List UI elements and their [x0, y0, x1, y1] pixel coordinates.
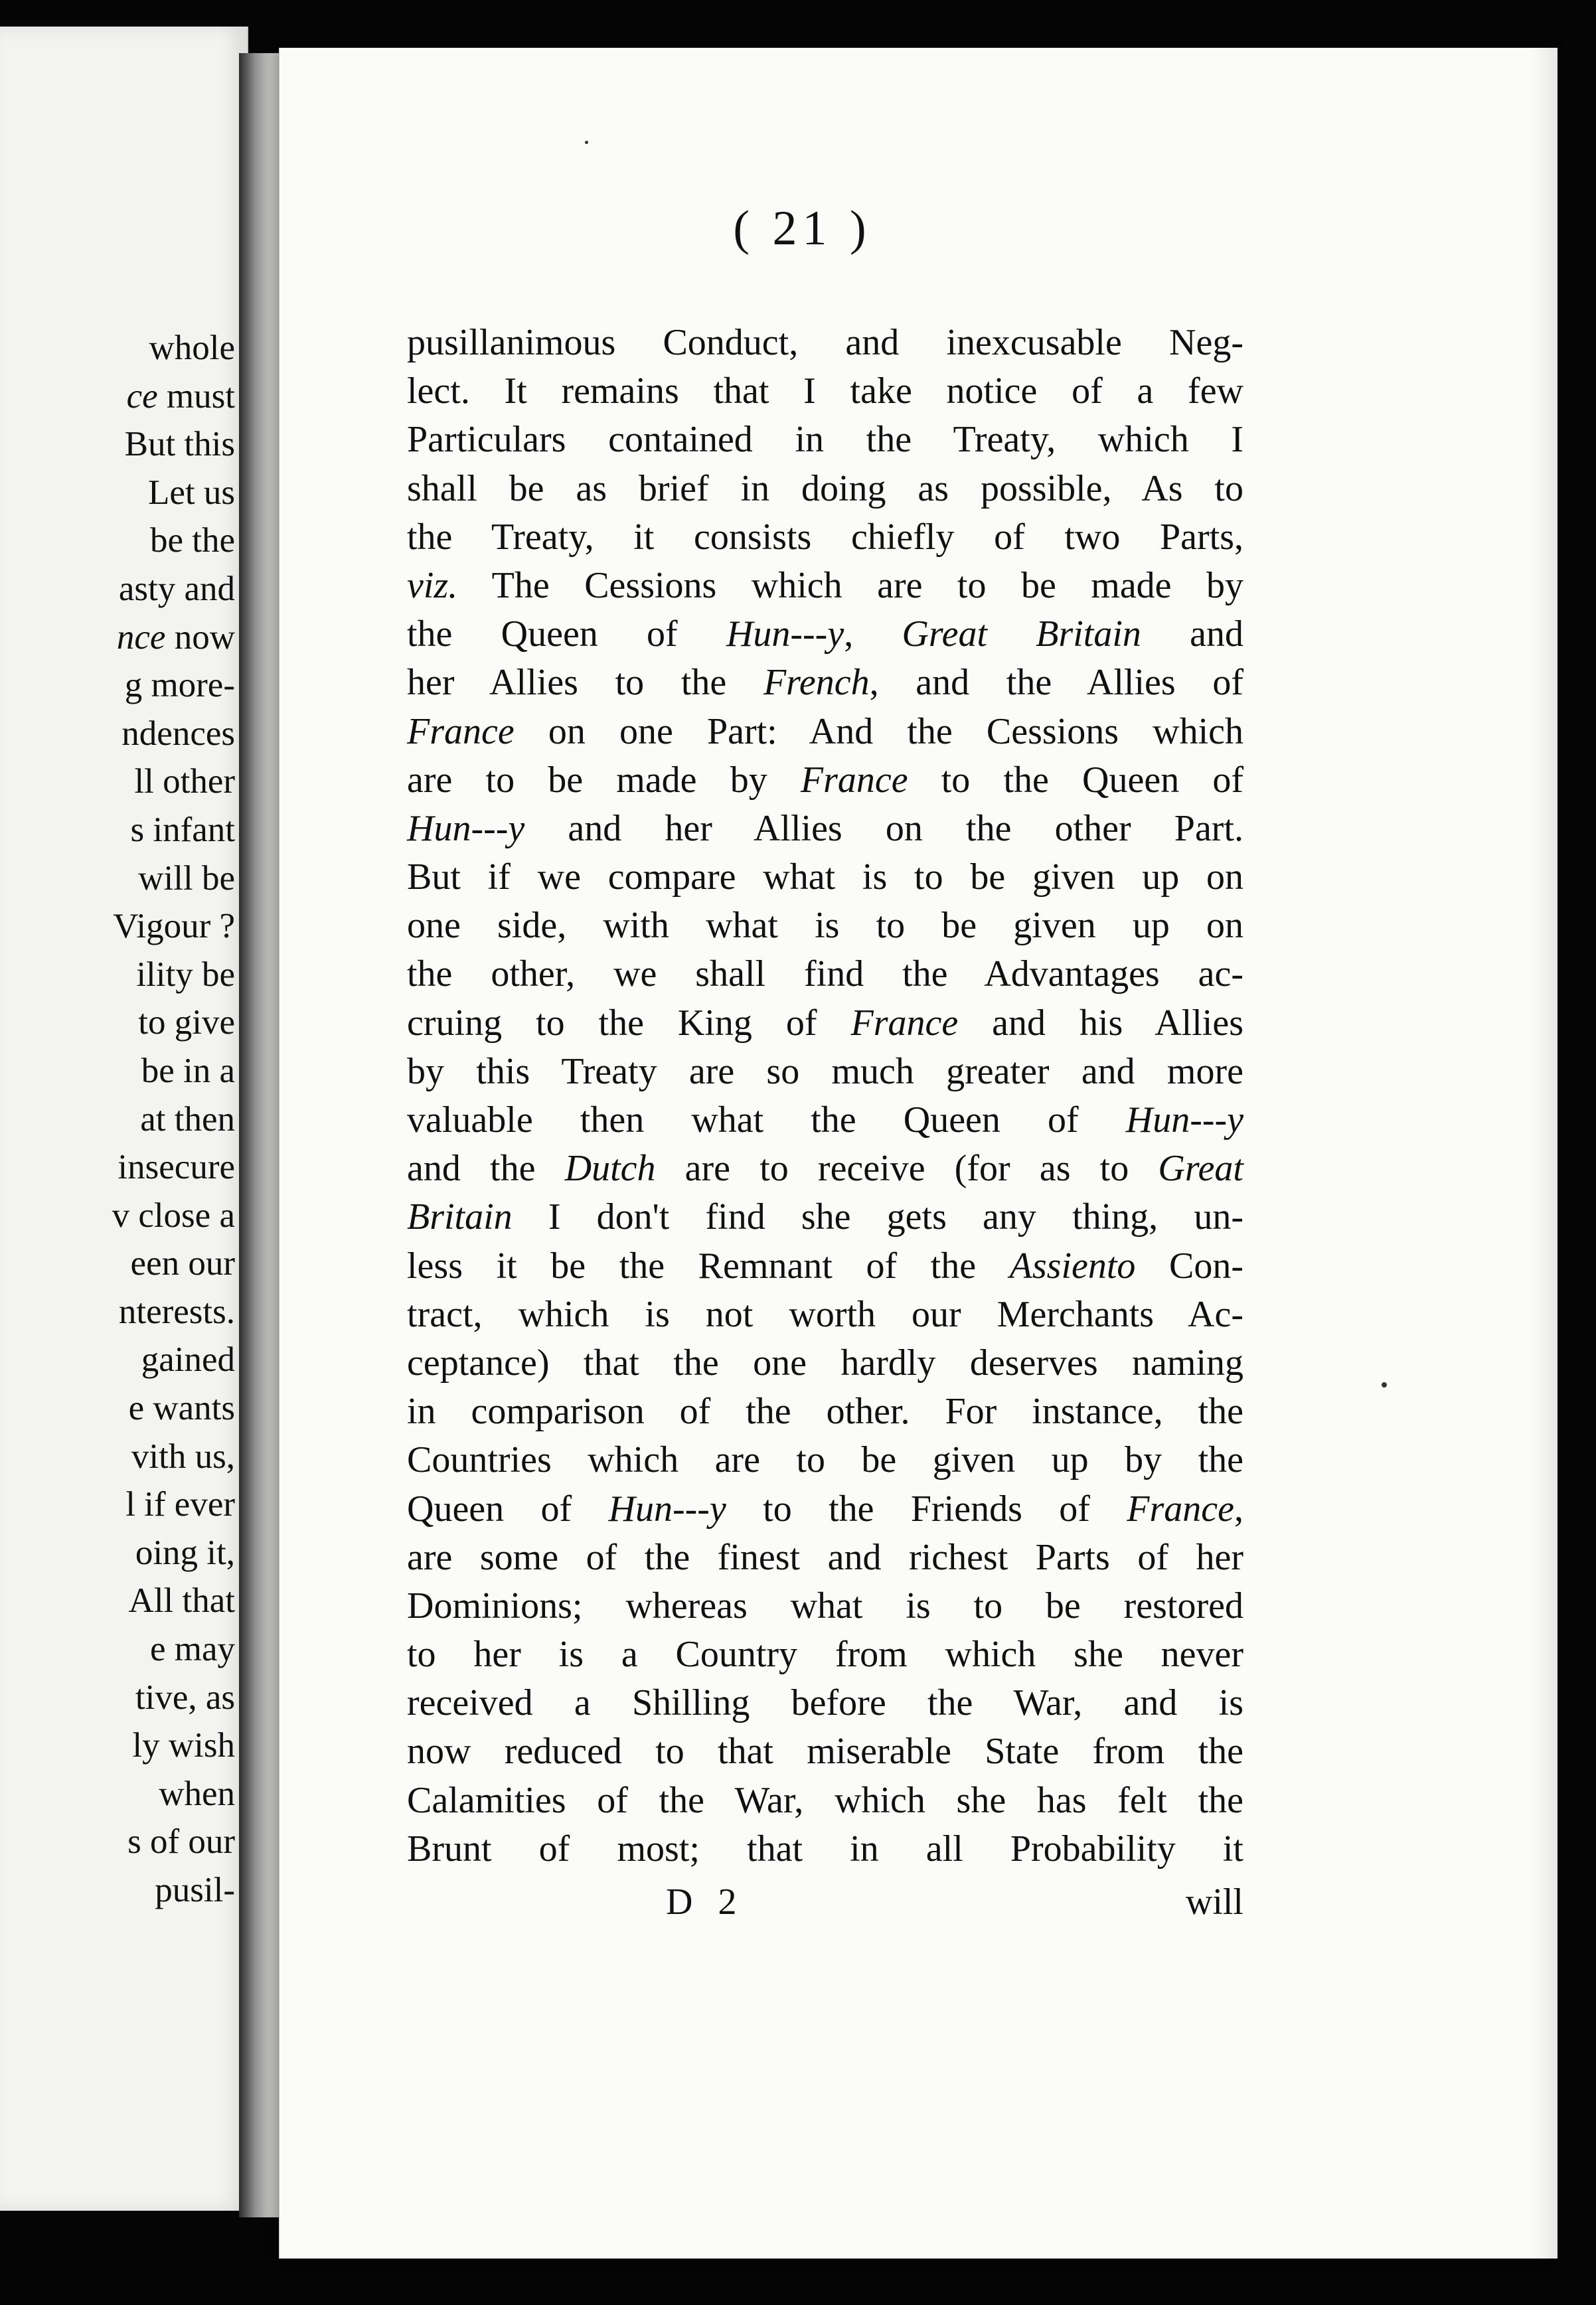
- left-text-fragment: e wants: [128, 1389, 235, 1428]
- text-line: now reduced to that miserable State from the: [407, 1731, 1243, 1773]
- text-line: France on one Part: And the Cessions which: [407, 710, 1243, 752]
- page-number: ( 21 ): [733, 201, 872, 256]
- text-line: Brunt of most; that in all Probability it: [407, 1828, 1243, 1869]
- text-line: tract, which is not worth our Merchants Ac-: [407, 1293, 1243, 1335]
- left-text-fragment: asty and: [118, 569, 235, 608]
- left-text-fragment: be in a: [141, 1051, 235, 1090]
- text-line: Calamities of the War, which she has felt the: [407, 1779, 1243, 1821]
- text-line: Britain I don't find she gets any thing, un-: [407, 1196, 1243, 1238]
- italic-word: French: [763, 662, 870, 704]
- left-text-fragment: e may: [149, 1630, 235, 1669]
- text-line: are some of the finest and richest Parts of her: [407, 1536, 1243, 1578]
- left-text-fragment: vith us,: [131, 1437, 235, 1476]
- left-text-fragment: ndences: [121, 714, 235, 753]
- italic-word: viz.: [407, 564, 458, 606]
- italic-word: Assiento: [1009, 1245, 1136, 1287]
- text-line: her Allies to the French, and the Allies of: [407, 662, 1244, 704]
- text-line: the Treaty, it consists chiefly of two Parts,: [407, 516, 1243, 558]
- left-text-fragment: at then: [140, 1099, 235, 1139]
- left-text-fragment: pusil-: [155, 1871, 235, 1909]
- left-text-fragment: ility be: [136, 955, 235, 994]
- text-line: Countries which are to be given up by the: [407, 1439, 1243, 1481]
- left-text-fragment: whole: [149, 329, 235, 367]
- text-line: But if we compare what is to be given up on: [407, 856, 1243, 898]
- left-page-text: [112, 324, 235, 1915]
- text-line: by this Treaty are so much greater and more: [407, 1050, 1243, 1092]
- page-footer: [407, 1879, 1243, 1925]
- text-line: received a Shilling before the War, and is: [407, 1682, 1243, 1724]
- left-text-fragment: ly wish: [132, 1726, 235, 1765]
- left-text-fragment: oing it,: [135, 1533, 235, 1572]
- left-text-fragment: All that: [128, 1581, 235, 1621]
- left-text-fragment: Vigour ?: [113, 907, 235, 946]
- text-line: Particulars contained in the Treaty, which I: [407, 419, 1243, 461]
- left-text-fragment: tive, as: [135, 1678, 235, 1717]
- text-line: one side, with what is to be given up on: [407, 905, 1243, 947]
- left-text-fragment: to give: [138, 1003, 235, 1042]
- text-line: cruing to the King of France and his Allies: [407, 1002, 1243, 1044]
- text-line: pusillanimous Conduct, and inexcusable Neg-: [407, 322, 1243, 363]
- text-line: in comparison of the other. For instance, the: [407, 1391, 1243, 1433]
- left-text-fragment: een our: [130, 1244, 235, 1283]
- left-text-fragment: gained: [141, 1340, 235, 1380]
- italic-word: France: [850, 1002, 959, 1044]
- left-text-fragment: But this: [124, 425, 235, 464]
- left-text-fragment: l if ever: [125, 1485, 235, 1524]
- text-line: less it be the Remnant of the Assiento Con-: [407, 1245, 1243, 1287]
- left-text-fragment: ll other: [134, 762, 235, 801]
- left-facing-page: [0, 27, 248, 2211]
- italic-word: France: [800, 759, 908, 801]
- text-line: Queen of Hun---y to the Friends of France,: [407, 1488, 1243, 1530]
- left-text-fragment: Let us: [148, 473, 235, 512]
- text-line: valuable then what the Queen of Hun---y: [407, 1099, 1243, 1141]
- left-text-fragment: g more-: [124, 666, 235, 705]
- italic-word: Britain: [407, 1196, 513, 1238]
- italic-word: Great Britain: [902, 613, 1141, 655]
- italic-word: Hun---y: [1125, 1099, 1243, 1141]
- text-line: lect. It remains that I take notice of a few: [407, 370, 1243, 412]
- italic-word: Dutch: [564, 1148, 656, 1190]
- italic-word: Great: [1158, 1148, 1243, 1190]
- italic-word: Hun---y: [608, 1488, 726, 1530]
- right-page: [279, 48, 1557, 2259]
- text-line: are to be made by France to the Queen of: [407, 759, 1243, 801]
- left-text-fragment: insecure: [118, 1148, 235, 1187]
- left-text-fragment: ce must: [126, 376, 235, 416]
- text-line: shall be as brief in doing as possible, As to: [407, 467, 1243, 509]
- text-line: Hun---y and her Allies on the other Part.: [407, 807, 1243, 849]
- text-line: the other, we shall find the Advantages ac-: [407, 953, 1243, 995]
- paper-speck: [585, 141, 588, 144]
- text-line: to her is a Country from which she never: [407, 1634, 1243, 1676]
- signature-mark: D 2: [666, 1881, 745, 1923]
- italic-word: Hun---y: [407, 807, 525, 849]
- left-text-fragment: will be: [138, 858, 235, 898]
- italic-word: Hun---y: [726, 613, 844, 655]
- left-text-fragment: nce now: [116, 617, 235, 657]
- text-line: Dominions; whereas what is to be restored: [407, 1585, 1243, 1627]
- left-text-fragment: nterests.: [118, 1292, 235, 1331]
- left-text-fragment: v close a: [112, 1196, 235, 1235]
- text-line: and the Dutch are to receive (for as to Great: [407, 1148, 1243, 1190]
- left-text-fragment: s of our: [127, 1822, 235, 1862]
- italic-word: France: [407, 710, 515, 752]
- italic-word: France: [1127, 1488, 1234, 1530]
- text-line: ceptance) that the one hardly deserves naming: [407, 1342, 1243, 1384]
- left-text-fragment: s infant: [130, 810, 235, 849]
- body-text: [407, 319, 1243, 1873]
- paper-speck: [1382, 1382, 1387, 1388]
- left-text-fragment: be the: [149, 521, 235, 560]
- left-text-fragment: when: [159, 1774, 235, 1813]
- text-line: viz. The Cessions which are to be made by: [407, 564, 1243, 606]
- catchword: will: [1185, 1881, 1243, 1923]
- text-line: the Queen of Hun---y, Great Britain and: [407, 613, 1244, 655]
